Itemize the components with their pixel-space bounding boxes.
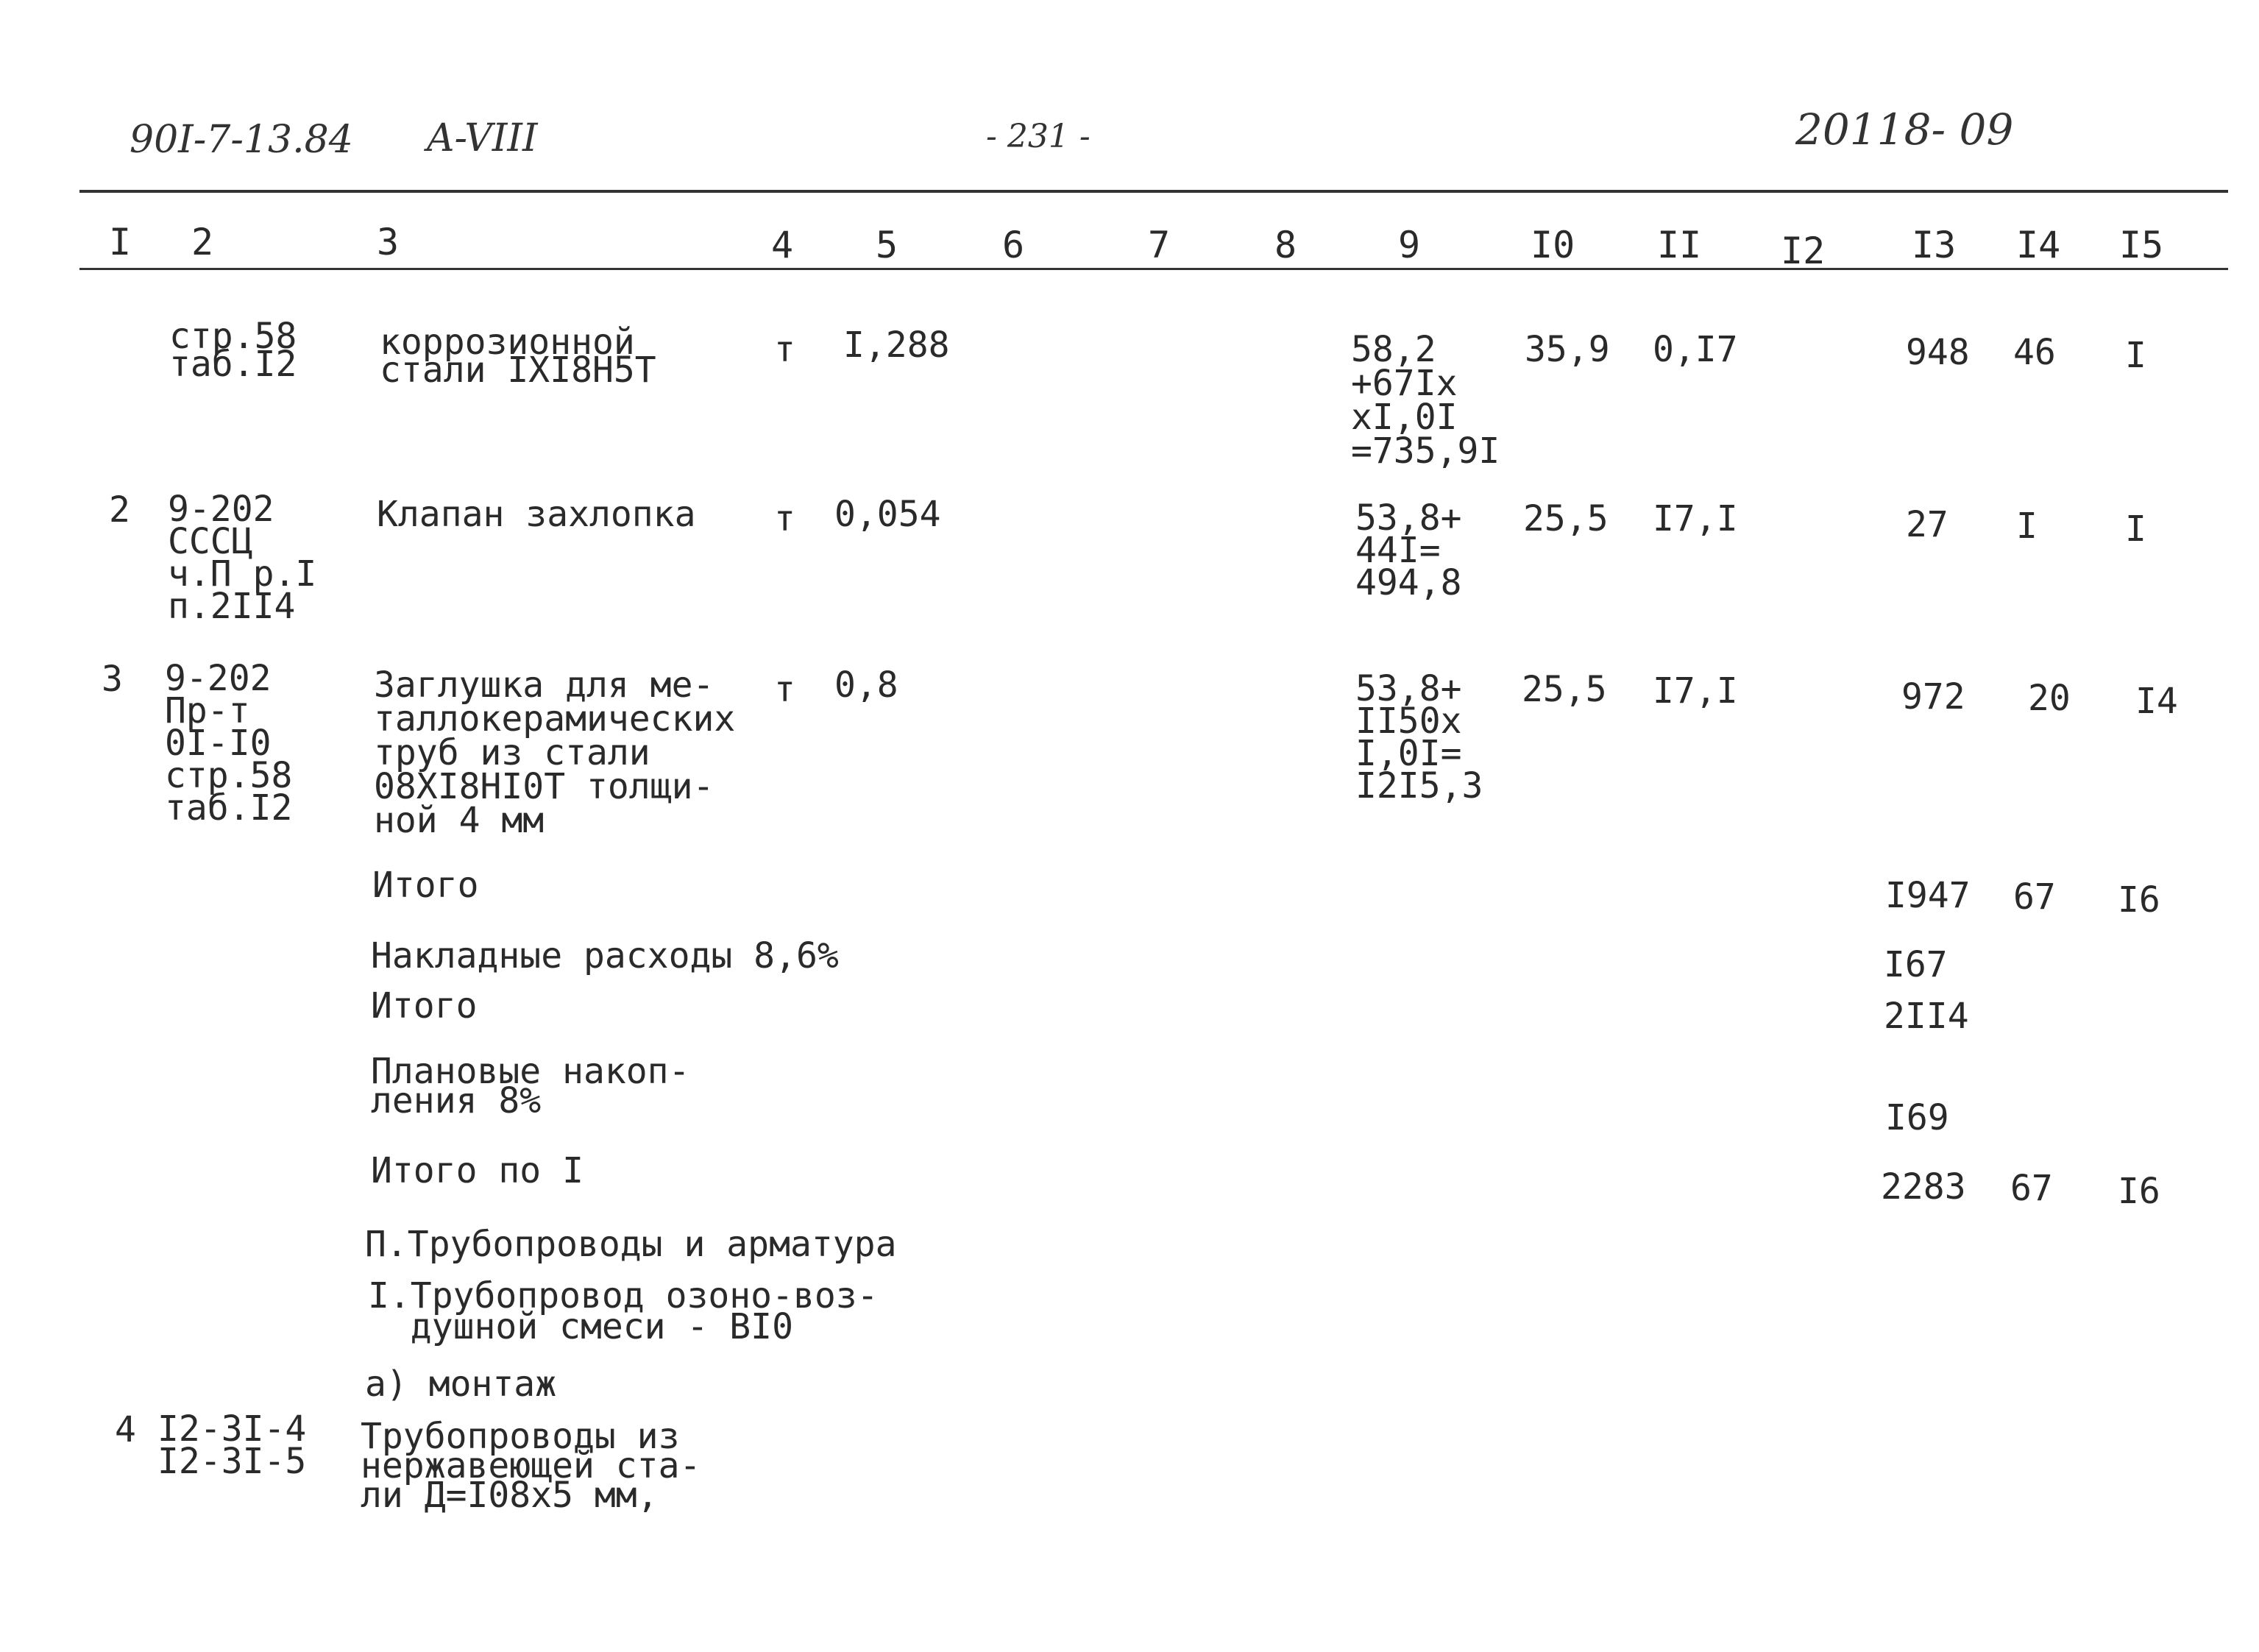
row-calc: 53,8+ 44I= 494,8 <box>1355 497 1462 603</box>
col-header-15: I5 <box>2119 224 2164 266</box>
col-header-3: 3 <box>377 221 400 263</box>
row-c14: 20 <box>2028 678 2071 719</box>
summary-c14: 67 <box>2010 1168 2053 1209</box>
row-c10: 35,9 <box>1525 329 1610 370</box>
col-header-2: 2 <box>191 221 214 263</box>
page-number: - 231 - <box>986 118 1091 155</box>
doc-code: 90I-7-13.84 <box>130 118 353 162</box>
row-qty: 0,8 <box>834 664 898 706</box>
summary-c15: I6 <box>2118 1171 2160 1212</box>
row-c15: I4 <box>2135 681 2178 722</box>
col-header-14: I4 <box>2016 224 2061 266</box>
col-header-10: I0 <box>1531 224 1575 266</box>
row-c14: I <box>2016 506 2038 547</box>
summary-label: Итого по I <box>371 1150 584 1191</box>
row-name: Трубопроводы из нержавеющей ста- ли Д=I08x5 мм, <box>361 1416 701 1516</box>
row-number: 3 <box>102 659 123 700</box>
row-number: 4 <box>115 1409 136 1450</box>
summary-label: Итого <box>371 985 478 1027</box>
row-code: I2-3I-4 I2-3I-5 <box>157 1408 307 1482</box>
row-c10: 25,5 <box>1523 498 1609 539</box>
col-header-1: I <box>109 221 132 263</box>
row-calc: 53,8+ II50x I,0I= I2I5,3 <box>1355 668 1483 806</box>
summary-c15: I6 <box>2118 879 2160 921</box>
summary-c14: 67 <box>2013 876 2056 918</box>
col-header-11: II <box>1657 224 1702 266</box>
row-name: Заглушка для ме- таллокерамических труб из стали 08XI8HI0T толщи- ной 4 мм <box>374 664 736 841</box>
col-header-8: 8 <box>1274 224 1297 266</box>
summary-label: Плановые накоп- ления 8% <box>371 1051 690 1121</box>
section-mount: а) монтаж <box>365 1364 557 1405</box>
row-unit: т <box>774 669 795 710</box>
summary-c13: I947 <box>1885 875 1971 916</box>
row-name: Клапан захлопка <box>377 494 696 535</box>
summary-label: Накладные расходы 8,6% <box>371 935 839 976</box>
col-header-7: 7 <box>1148 224 1171 266</box>
col-header-13: I3 <box>1912 224 1957 266</box>
top-rule <box>79 190 2228 193</box>
col-header-12: I2 <box>1781 230 1826 272</box>
row-c13: 27 <box>1906 504 1948 545</box>
summary-c13: 2283 <box>1881 1166 1966 1208</box>
summary-label: Итого <box>372 865 479 906</box>
col-header-4: 4 <box>771 224 794 266</box>
album-number: A-VIII <box>427 116 538 160</box>
row-c13: 972 <box>1901 676 1965 717</box>
header-rule <box>79 268 2228 270</box>
row-unit: т <box>774 498 795 539</box>
row-c14: 46 <box>2013 332 2056 373</box>
row-c10: 25,5 <box>1522 669 1607 710</box>
row-c13: 948 <box>1906 332 1970 373</box>
row-c11: I7,I <box>1653 498 1738 539</box>
row-unit: т <box>774 329 795 370</box>
sheet-number: 20118- 09 <box>1795 104 2014 155</box>
col-header-9: 9 <box>1398 224 1421 266</box>
section-title: П.Трубопроводы и арматура <box>365 1224 897 1265</box>
summary-c13: I69 <box>1885 1097 1949 1138</box>
row-c15: I <box>2125 335 2146 376</box>
summary-c13: I67 <box>1884 944 1948 985</box>
row-code: 9-202 Пр-т 0I-I0 стр.58 таб.I2 <box>165 658 293 829</box>
row-name: коррозионной стали IXI8H5T <box>380 322 656 391</box>
row-qty: I,288 <box>843 325 950 366</box>
col-header-5: 5 <box>876 224 898 266</box>
row-c15: I <box>2125 508 2146 550</box>
row-code: 9-202 СССЦ ч.П р.I п.2II4 <box>168 489 317 627</box>
row-calc: 58,2 +67Ix xI,0I =735,9I <box>1351 329 1500 472</box>
col-header-6: 6 <box>1002 224 1025 266</box>
row-number: 2 <box>109 489 130 531</box>
row-c11: 0,I7 <box>1653 329 1738 370</box>
summary-c13: 2II4 <box>1884 996 1969 1037</box>
row-qty: 0,054 <box>834 494 941 535</box>
row-code: стр.58 таб.I2 <box>169 316 297 385</box>
row-c11: I7,I <box>1653 670 1738 712</box>
section-subtitle: I.Трубопровод озоно-воз- душной смеси - BI0 <box>368 1275 879 1347</box>
